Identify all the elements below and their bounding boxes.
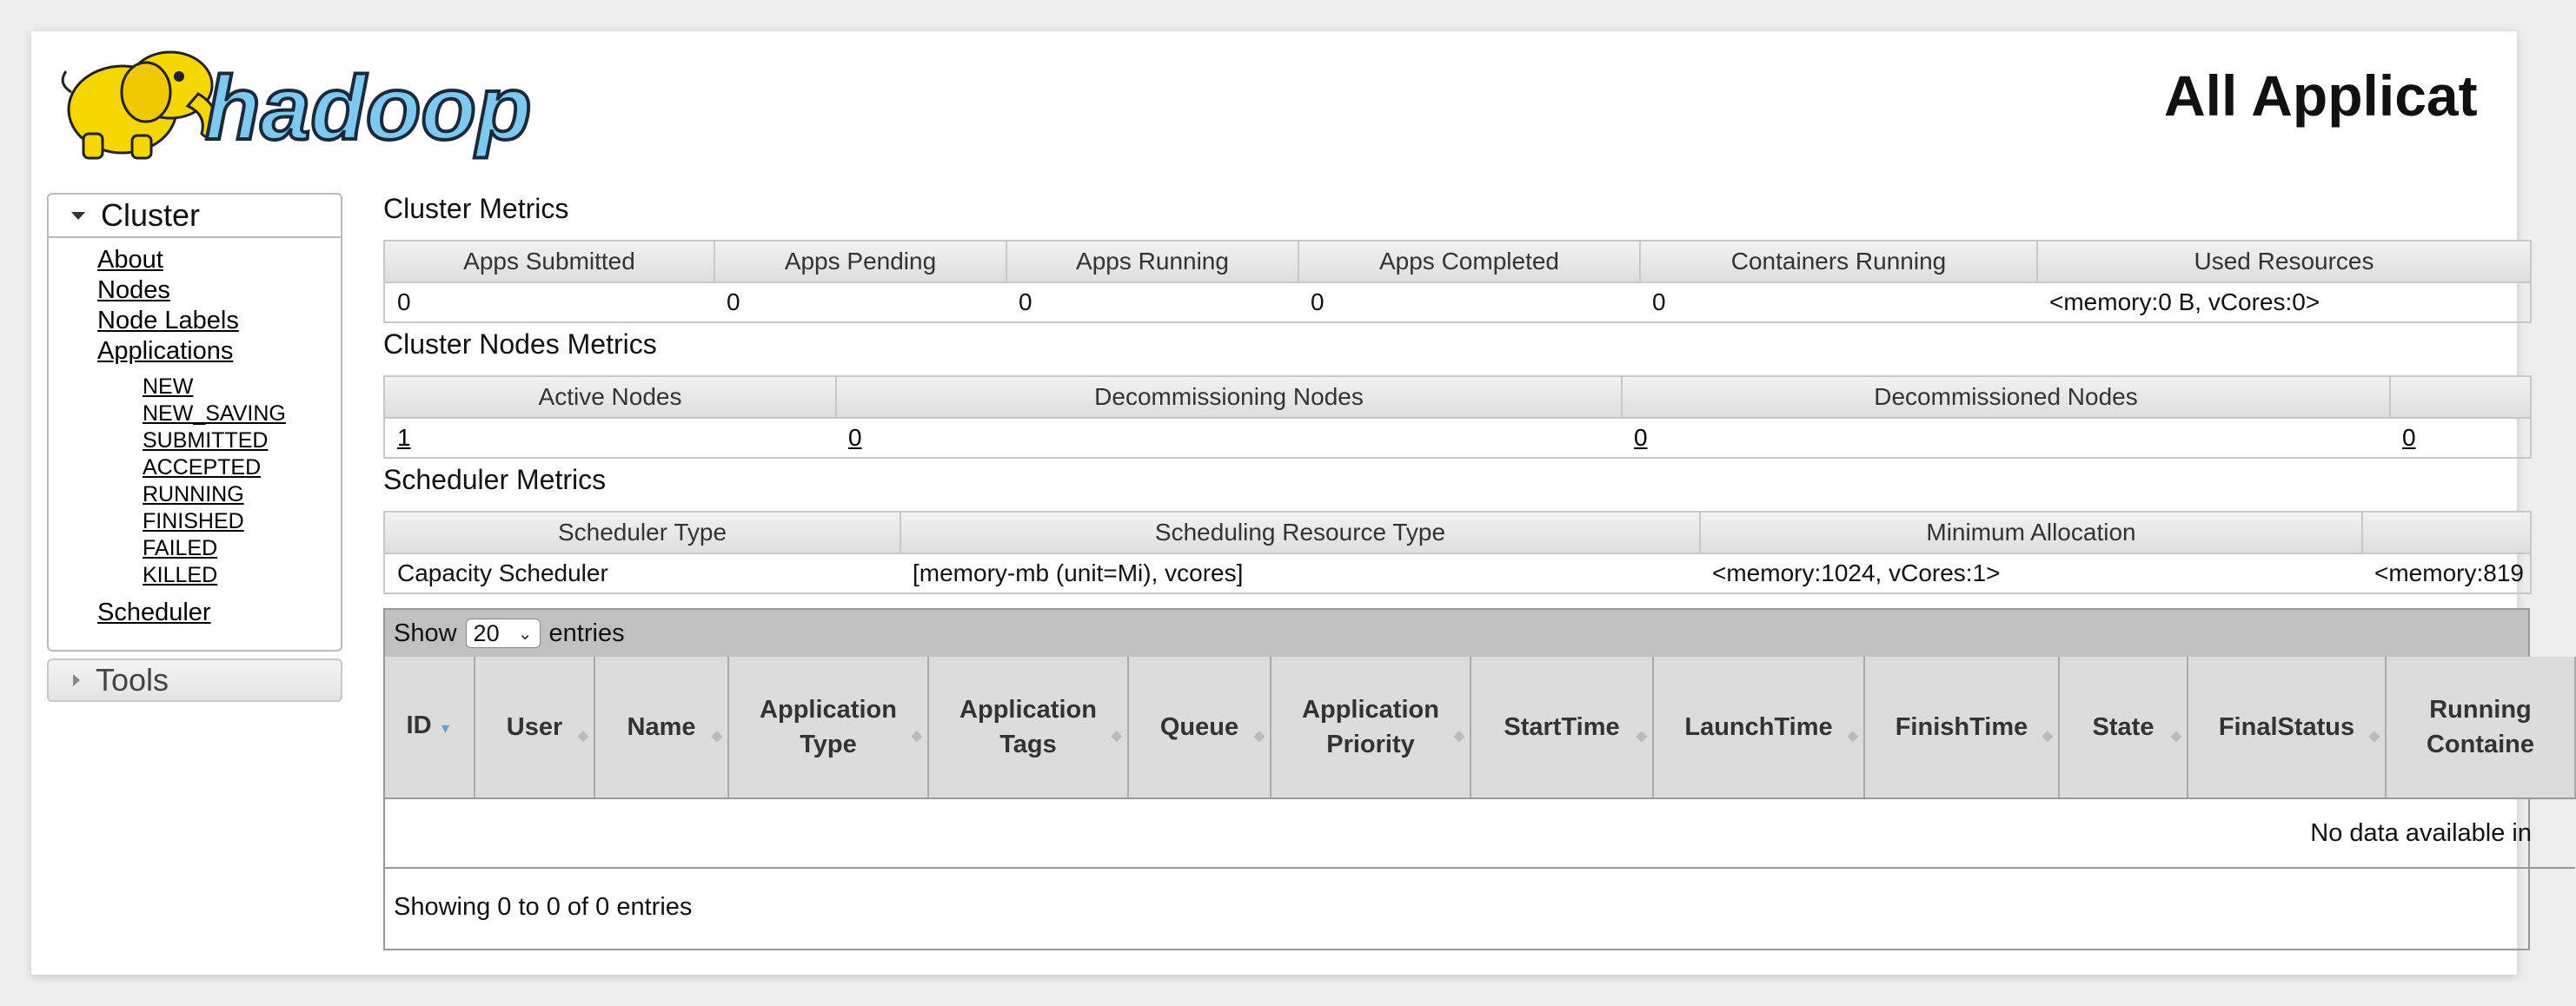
state-link-finished[interactable]: FINISHED [143,509,244,533]
state-link-new-saving[interactable]: NEW_SAVING [143,401,286,426]
page-size-select[interactable] [466,619,541,648]
state-link-accepted[interactable]: ACCEPTED [143,455,262,480]
value-maximum-allocation-truncated: <memory:819 [2374,559,2524,586]
state-link-killed[interactable]: KILLED [143,563,218,587]
show-label: Show [394,619,457,647]
state-link-new[interactable]: NEW [143,374,194,399]
value-used-resources: <memory:0 B, vCores:0> [2049,288,2320,315]
page-size-value: 20 [473,619,500,646]
tools-label: Tools [96,662,169,698]
browser-window [31,31,2535,975]
sort-icon: ◆ [1453,729,1464,744]
header-used-resources: Used Resources [2037,241,2531,282]
column-launch-time[interactable]: LaunchTime ◆ [1653,657,1864,798]
state-link-failed[interactable]: FAILED [143,536,218,560]
elephant-icon [63,52,216,158]
column-user[interactable]: User ◆ [475,657,594,798]
sort-icon: ◆ [911,729,922,744]
column-application-tags[interactable]: Application Tags ◆ [928,657,1128,798]
sort-icon: ◆ [2042,729,2053,744]
state-link-submitted[interactable]: SUBMITTED [143,428,269,453]
collapse-triangle-icon [71,212,85,220]
sidebar-link-about[interactable]: About [97,246,163,274]
value-apps-running: 0 [1019,288,1032,315]
sidebar-link-nodes[interactable]: Nodes [97,276,170,304]
column-application-type[interactable]: Application Type ◆ [728,657,928,798]
header-decommissioning-nodes: Decommissioning Nodes [836,376,1622,418]
hadoop-logo[interactable] [49,31,605,162]
column-queue[interactable]: Queue ◆ [1128,657,1271,798]
sort-icon: ◆ [1111,729,1122,744]
header-apps-completed: Apps Completed [1298,241,1640,282]
empty-table-message: No data available in [385,798,2575,868]
logo-wordmark: hadoop [205,58,532,159]
applications-panel [383,608,2535,950]
sort-icon: ◆ [1636,729,1647,744]
column-state[interactable]: State ◆ [2059,657,2188,798]
header-apps-pending: Apps Pending [714,241,1006,282]
header-scheduler-type: Scheduler Type [384,512,900,553]
column-finish-time[interactable]: FinishTime ◆ [1864,657,2059,798]
entries-label: entries [548,619,625,647]
sort-icon: ◆ [1847,729,1858,744]
value-apps-pending: 0 [727,288,740,315]
sort-icon: ◆ [2368,729,2380,744]
header-containers-running: Containers Running [1640,241,2037,282]
scheduler-metrics-title: Scheduler Metrics [383,464,607,495]
column-name[interactable]: Name ◆ [594,657,728,798]
application-states-list [97,367,341,598]
sort-descending-icon: ▼ [438,721,453,737]
header-apps-running: Apps Running [1006,241,1298,282]
node-metrics-table [383,375,2532,459]
sort-icon: ◆ [577,729,588,744]
sort-icon: ◆ [711,729,722,744]
value-scheduler-type: Capacity Scheduler [397,559,608,586]
sort-icon: ◆ [2170,729,2181,744]
link-decommissioned-nodes[interactable]: 0 [1634,424,1648,451]
expand-triangle-icon [73,674,80,686]
link-active-nodes[interactable]: 1 [397,424,411,451]
header-decommissioned-nodes: Decommissioned Nodes [1622,376,2390,418]
chevron-down-icon: ⌄ [517,624,533,644]
table-info: Showing 0 to 0 of 0 entries [394,893,693,921]
sort-icon: ◆ [1253,729,1265,744]
link-decommissioning-nodes[interactable]: 0 [848,424,862,451]
value-scheduling-resource-type: [memory-mb (unit=Mi), vcores] [913,559,1244,586]
value-containers-running: 0 [1652,288,1666,315]
sidebar-link-node-labels[interactable]: Node Labels [97,307,239,334]
page-size-bar [385,610,2528,657]
header-minimum-allocation: Minimum Allocation [1700,512,2362,553]
header-apps-submitted: Apps Submitted [384,241,714,282]
value-apps-submitted: 0 [397,288,411,315]
cluster-metrics-title: Cluster Metrics [383,193,569,224]
tools-panel-header[interactable] [47,659,342,702]
scheduler-metrics-table [383,511,2532,594]
node-metrics-title: Cluster Nodes Metrics [383,328,657,360]
cluster-metrics-table [383,240,2532,323]
header-active-nodes: Active Nodes [384,376,836,418]
header-scheduling-resource-type: Scheduling Resource Type [900,512,1700,553]
page-title: All Applicat [2164,63,2478,128]
header-scheduler-metric-truncated [2362,512,2531,553]
value-apps-completed: 0 [1311,288,1325,315]
state-link-running[interactable]: RUNNING [143,482,244,506]
cluster-panel [47,193,342,652]
value-minimum-allocation: <memory:1024, vCores:1> [1712,559,2001,586]
sidebar-link-scheduler[interactable]: Scheduler [97,599,211,626]
column-running-containers[interactable]: Running Containe [2386,657,2575,798]
cluster-label: Cluster [101,197,201,233]
cluster-panel-header[interactable] [49,195,341,238]
column-start-time[interactable]: StartTime ◆ [1471,657,1653,798]
sidebar-link-applications[interactable]: Applications [97,337,234,365]
column-application-priority[interactable]: Application Priority ◆ [1271,657,1471,798]
header-node-metric-truncated [2390,376,2531,418]
applications-table [385,657,2576,869]
column-final-status[interactable]: FinalStatus ◆ [2188,657,2386,798]
column-id[interactable]: ID ▼ [385,657,475,798]
link-node-metric-truncated[interactable]: 0 [2402,424,2416,451]
